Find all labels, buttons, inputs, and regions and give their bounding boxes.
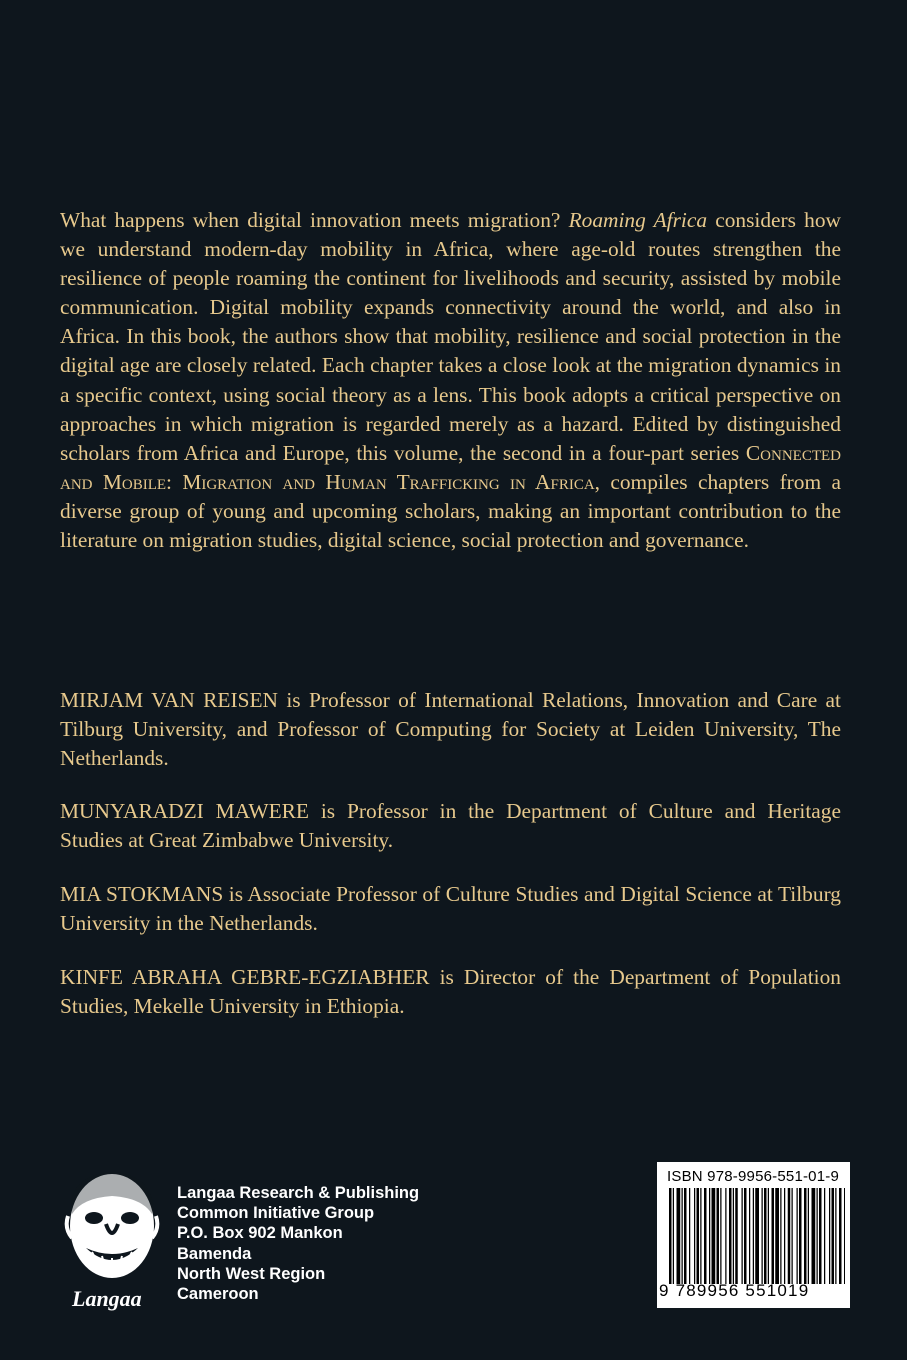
- barcode-bar: [832, 1188, 835, 1284]
- isbn-label: ISBN 978-9956-551-01-9: [667, 1168, 840, 1185]
- publisher-address: [177, 1183, 419, 1304]
- publisher-line: P.O. Box 902 Mankon: [177, 1224, 343, 1243]
- barcode-bar: [788, 1188, 791, 1284]
- barcode-bar: [720, 1188, 721, 1284]
- barcode-bar: [700, 1188, 701, 1284]
- logo-wordmark: Langaa: [72, 1286, 142, 1311]
- barcode-bar: [673, 1188, 674, 1284]
- publisher-line: North West Region: [177, 1264, 326, 1283]
- editor-bio-stokmans: MIA STOKMANS is Associate Professor of Culture Studies and Digital Science at Tilburg University in the Netherlands.: [60, 882, 841, 935]
- barcode-bar: [704, 1188, 707, 1284]
- blurb-intro: What happens when digital innovation meets migration?: [60, 208, 569, 232]
- book-title: Roaming Africa: [568, 208, 708, 232]
- barcode-bar: [784, 1188, 785, 1284]
- publisher-logo: [58, 1168, 166, 1318]
- publisher-line: Langaa Research & Publishing: [177, 1184, 420, 1202]
- barcode-bar: [797, 1188, 798, 1284]
- barcode-bar: [749, 1188, 750, 1284]
- barcode-bar: [725, 1188, 726, 1284]
- barcode-bars: [669, 1188, 845, 1284]
- barcode-bar: [824, 1188, 825, 1284]
- barcode-bar: [829, 1188, 830, 1284]
- barcode-bar: [742, 1188, 743, 1284]
- barcode-bar: [762, 1188, 763, 1284]
- barcode-bar: [812, 1188, 816, 1284]
- barcode-bar: [839, 1188, 842, 1284]
- barcode-bar: [775, 1188, 779, 1284]
- publisher-line: Bamenda: [177, 1244, 252, 1263]
- isbn-barcode: [657, 1162, 850, 1308]
- barcode-bar: [694, 1188, 695, 1284]
- series-title: Connected and Mobile: Migration and Human Trafficking in Africa: [60, 440, 841, 494]
- editor-bio-van-reisen: MIRJAM VAN REISEN is Professor of International Relations, Innovation and Care at Tilburg University, and Professor of Computing for Society at Leiden University, The Netherlands.: [60, 688, 841, 770]
- barcode-bar: [729, 1188, 732, 1284]
- barcode-bar: [744, 1188, 747, 1284]
- barcode-bar: [717, 1188, 720, 1284]
- isbn-digits: 9 789956 551019: [659, 1281, 810, 1300]
- barcode-bar: [792, 1188, 793, 1284]
- barcode-bar: [733, 1188, 734, 1284]
- barcode-bar: [697, 1188, 700, 1284]
- barcode-bar: [764, 1188, 767, 1284]
- barcode-bar: [753, 1188, 754, 1284]
- barcode-bar: [819, 1188, 822, 1284]
- book-description: [60, 206, 841, 555]
- barcode-bar: [835, 1188, 836, 1284]
- editor-bio-gebre-egziabher: KINFE ABRAHA GEBRE-EGZIABHER is Director of the Department of Population Studies, Mekelle University in Ethiopia.: [60, 965, 841, 1018]
- publisher-line: Cameroon: [177, 1285, 259, 1304]
- barcode-bar: [735, 1188, 738, 1284]
- barcode-bar: [844, 1188, 845, 1284]
- barcode-bar: [772, 1188, 775, 1284]
- barcode-bar: [768, 1188, 769, 1284]
- barcode-bar: [799, 1188, 802, 1284]
- barcode-bar: [684, 1188, 687, 1284]
- barcode-bar: [804, 1188, 807, 1284]
- publisher-line: Common Initiative Group: [177, 1204, 375, 1223]
- barcode-bar: [669, 1188, 672, 1284]
- barcode-bar: [709, 1188, 710, 1284]
- blurb-body: considers how we understand modern-day mobility in Africa, where age-old routes strengthen the resilience of people roaming the continent for livelihoods and security, assisted by mobile communication. Digital mobility expands connectivity around the world, and also in Africa. In this book, the authors show that mobility, resilience and social protection in the digital age are closely related. Each chapter takes a close look at the migration dynamics in a specific context, using social theory as a lens. This book adopts a critical perspective on approaches in which migration is regarded merely as a hazard. Edited by distinguished scholars from Africa and Europe, this volume, the second in a four-part series: [60, 208, 841, 465]
- barcode-bar: [755, 1188, 759, 1284]
- barcode-bar: [677, 1188, 681, 1284]
- barcode-bar: [682, 1188, 683, 1284]
- barcode-bar: [689, 1188, 690, 1284]
- barcode-bar: [712, 1188, 716, 1284]
- barcode-bar: [817, 1188, 818, 1284]
- barcode-bar: [780, 1188, 781, 1284]
- barcode-bar: [808, 1188, 809, 1284]
- editor-bio-mawere: MUNYARADZI MAWERE is Professor in the Department of Culture and Heritage Studies at Great Zimbabwe University.: [60, 799, 841, 852]
- blurb-end: , compiles chapters from a diverse group of young and upcoming scholars, making an important contribution to the literature on migration studies, digital science, social protection and governance.: [60, 469, 841, 553]
